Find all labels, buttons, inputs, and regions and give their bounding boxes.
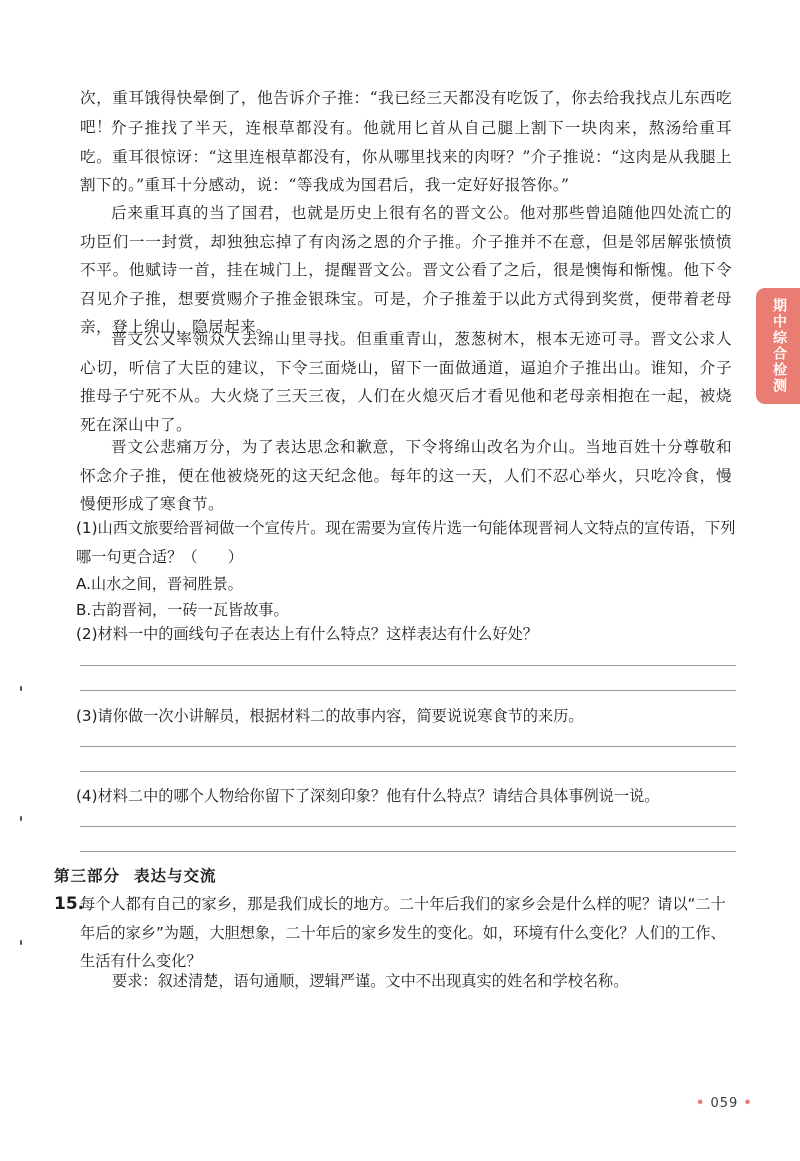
binding-mark <box>20 940 22 945</box>
page-number <box>696 1096 753 1111</box>
page-dot-icon: • <box>743 1096 753 1111</box>
answer-line[interactable] <box>80 851 736 852</box>
section-heading <box>54 864 217 886</box>
question-4: (4)材料二中的哪个人物给你留下了深刻印象？他有什么特点？请结合具体事例说一说。 <box>76 787 660 805</box>
page-number-value: 059 <box>710 1096 739 1111</box>
section-part-label: 第三部分 <box>54 867 121 885</box>
answer-line[interactable] <box>80 665 736 666</box>
question-3: (3)请你做一次小讲解员，根据材料二的故事内容，简要说说寒食节的来历。 <box>76 707 584 725</box>
question-1-option-a[interactable]: A.山水之间，晋祠胜景。 <box>76 575 243 593</box>
answer-line[interactable] <box>80 826 736 827</box>
writing-requirement: 要求：叙述清楚，语句通顺，逻辑严谨。文中不出现真实的姓名和学校名称。 <box>112 972 629 990</box>
story-paragraph-4: 晋文公又率领众人去绵山里寻找。但重重青山，葱葱树木，根本无迹可寻。晋文公求人心切，听信了大臣的建议，下令三面烧山，留下一面做通道，逼迫介子推出山。谁知，介子推母子宁死不从。大火烧了三天三夜，人们在火熄灭后才看见他和老母亲相抱在一起，被烧死在深山中了。 <box>80 330 732 434</box>
binding-mark <box>20 816 22 821</box>
story-paragraph-3: 后来重耳真的当了国君，也就是历史上很有名的晋文公。他对那些曾追随他四处流亡的功臣们一一封赏，却独独忘掉了有肉汤之恩的介子推。介子推并不在意，但是邻居解张愤愤不平。他赋诗一首，挂在城门上，提醒晋文公。晋文公看了之后，很是懊悔和惭愧。他下令召见介子推，想要赏赐介子推金银珠宝。可是，介子推羞于以此方式得到奖赏，便带着老母亲，登上绵山，隐居起来。 <box>80 204 732 336</box>
question-15: 每个人都有自己的家乡，那是我们成长的地方。二十年后我们的家乡会是什么样的呢？请以“二十年后的家乡”为题，大胆想象，二十年后的家乡发生的变化。如，环境有什么变化？人们的工作、生活有什么变化？ <box>80 895 726 970</box>
story-paragraph-5: 晋文公悲痛万分，为了表达思念和歉意，下令将绵山改名为介山。当地百姓十分尊敬和怀念介子推，便在他被烧死的这天纪念他。每年的这一天，人们不忍心举火，只吃冷食，慢慢便形成了寒食节。 <box>80 438 732 513</box>
question-1-option-b[interactable]: B.古韵晋祠，一砖一瓦皆故事。 <box>76 601 289 619</box>
answer-line[interactable] <box>80 690 736 691</box>
question-15-number: 15. <box>54 894 85 914</box>
question-1: (1)山西文旅要给晋祠做一个宣传片。现在需要为宣传片选一句能体现晋祠人文特点的宣传语，下列哪一句更合适？（ ） <box>76 519 736 566</box>
answer-line[interactable] <box>80 771 736 772</box>
story-paragraph-1: 次，重耳饿得快晕倒了，他告诉介子推：“我已经三天都没有吃饭了，你去给我找点儿东西吃吧！” <box>80 89 732 136</box>
section-side-tab[interactable]: 期中综合检测 <box>756 288 800 404</box>
answer-line[interactable] <box>80 746 736 747</box>
binding-mark <box>20 686 22 691</box>
page-dot-icon: • <box>696 1096 706 1111</box>
section-title: 表达与交流 <box>134 867 217 885</box>
story-paragraph-2: 介子推找了半天，连根草都没有。他就用匕首从自己腿上割下一块肉来，熬汤给重耳吃。重耳很惊讶：“这里连根草都没有，你从哪里找来的肉呀？”介子推说：“这肉是从我腿上割下的。”重耳十分感动，说：“等我成为国君后，我一定好好报答你。” <box>80 119 732 194</box>
question-2: (2)材料一中的画线句子在表达上有什么特点？这样表达有什么好处？ <box>76 625 538 643</box>
